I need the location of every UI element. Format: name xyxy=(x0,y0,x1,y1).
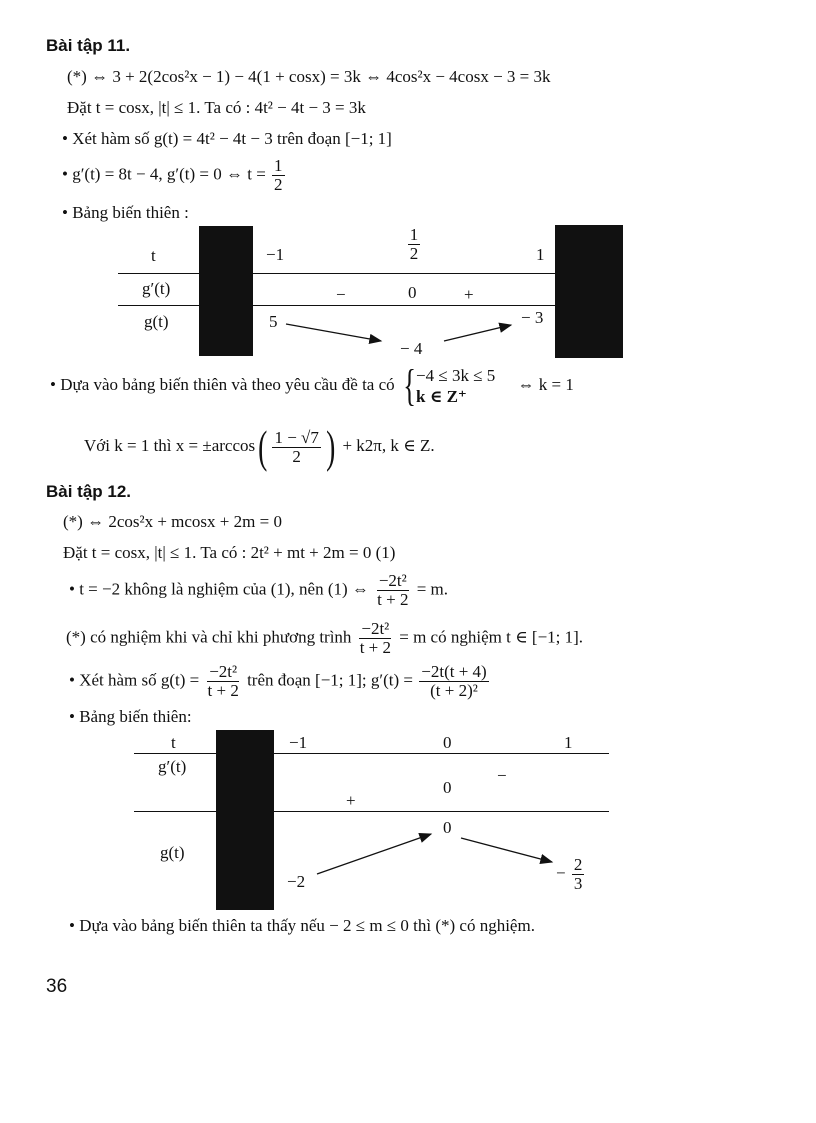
exercise-11-title: Bài tập 11. xyxy=(46,36,131,55)
table11-label-t: t xyxy=(151,246,156,265)
ex11-conclusion-text: • Dựa vào bảng biến thiên và theo yêu cầu đề ta có xyxy=(50,374,395,394)
table11-g-mid: − 4 xyxy=(400,339,423,358)
ex12-derivative-fraction: $\frac{-2t(t + 4)}{\text{(t + 2)²}}$ xyxy=(421,662,487,700)
ex12-fraction-2: $\frac{\text{−2t²}}{t + 2}$ xyxy=(359,619,391,657)
page-number: 36 xyxy=(46,976,68,997)
ex11-system: { −4 ≤ 3k ≤ 5 k ∈ Z⁺ xyxy=(403,361,496,410)
ex12-line-6: • Bảng biến thiên: xyxy=(69,707,192,726)
table12-t-mid: 0 xyxy=(443,733,452,752)
ex11-line-5: • Bảng biến thiên : xyxy=(62,203,189,222)
ex12-line-2: Đặt t = cosx, |t| ≤ 1. Ta có : 2t² + mt + 2m = 0 (1) xyxy=(63,543,396,562)
ex11-arccos-fraction: $\frac{1 - √7}{2}$ xyxy=(274,427,319,466)
ex12-line-1: (*) ⇔ 2cos²x + mcosx + 2m = 0 xyxy=(63,512,282,531)
table11-derivative-plus: + xyxy=(464,285,474,304)
table12-g-mid: 0 xyxy=(443,818,452,837)
ex11-result: ⇔ k = 1 xyxy=(517,374,574,394)
table11-label-g: g(t) xyxy=(144,312,169,331)
ex11-line-1: (*) ⇔ 3 + 2(2cos²x − 1) − 4(1 + cosx) = 3k ⇔ 4cos²x − 4cosx − 3 = 3k xyxy=(67,67,551,86)
ex12-fraction-1: $\frac{\text{−2t²}}{t + 2}$ xyxy=(377,571,409,609)
table11-t-mid: $\frac{1}{2}$ xyxy=(409,225,419,263)
ex12-line-5: • Xét hàm số g(t) = $\frac{\text{−2t²}}{t + 2}$ trên đoạn [−1; 1]; g′(t) = $\frac{-2t(t + 4)}{\text{(t + 2)²}}$ xyxy=(69,662,487,700)
table12-arrow-up xyxy=(317,834,431,874)
table12-t-right: 1 xyxy=(564,733,573,752)
ex12-line-4: (*) có nghiệm khi và chỉ khi phương trình $\frac{\text{−2t²}}{t + 2}$ = m có nghiệm t ∈ [−1; 1]. xyxy=(66,619,584,657)
table12-derivative-minus: − xyxy=(497,766,507,785)
table11-g-right: − 3 xyxy=(521,308,544,327)
table11-label-derivative: g′(t) xyxy=(142,279,171,298)
table12-derivative-plus: + xyxy=(346,791,356,810)
table11-derivative-minus: − xyxy=(336,285,346,304)
ex11-line-2: Đặt t = cosx, |t| ≤ 1. Ta có : 4t² − 4t − 3 = 3k xyxy=(67,98,366,117)
exercise-12-title: Bài tập 12. xyxy=(46,482,132,501)
table12-g-left: −2 xyxy=(287,872,306,891)
table11-t-left: −1 xyxy=(266,245,285,264)
table12-t-left: −1 xyxy=(289,733,308,752)
table12-derivative-zero: 0 xyxy=(443,778,452,797)
table11-t-right: 1 xyxy=(536,245,545,264)
ex11-derivative-fraction: $\frac{1}{2}$ xyxy=(274,156,283,194)
ex12-fraction-3: $\frac{\text{−2t²}}{t + 2}$ xyxy=(207,662,239,700)
ex11-derivative-text: • g′(t) = 8t − 4, g′(t) = 0 ⇔ t = xyxy=(62,164,266,184)
ex11-line-3: • Xét hàm số g(t) = 4t² − 4t − 3 trên đoạn [−1; 1] xyxy=(62,129,392,148)
table12-label-t: t xyxy=(171,733,176,752)
ex11-line-7: Với k = 1 thì x = ±arccos( $\frac{1 - √7}{2}$ ) + k2π, k ∈ Z. xyxy=(84,421,435,472)
ex12-line-7: • Dựa vào bảng biến thiên ta thấy nếu − 2 ≤ m ≤ 0 thì (*) có nghiệm. xyxy=(69,916,535,935)
ex12-line-3: • t = −2 không là nghiệm của (1), nên (1) ⇔ $\frac{\text{−2t²}}{t + 2}$ = m. xyxy=(69,571,449,609)
table11-derivative-zero: 0 xyxy=(408,283,417,302)
table12-label-g: g(t) xyxy=(160,843,185,862)
table12-g-right: − $\frac{2}{3}$ xyxy=(556,855,583,893)
table12-label-derivative: g′(t) xyxy=(158,757,187,776)
table12-arrow-down xyxy=(461,838,552,862)
table11-g-left: 5 xyxy=(269,312,278,331)
